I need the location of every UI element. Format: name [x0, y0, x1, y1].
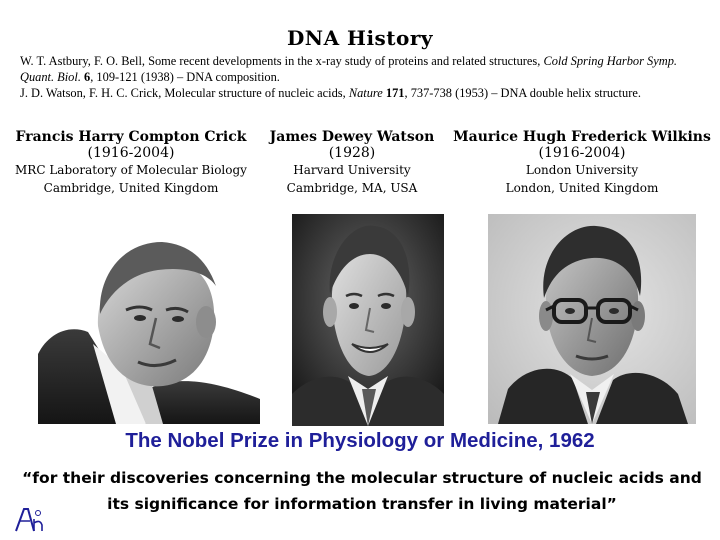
logo-icon: [14, 505, 44, 533]
scientist-wilkins: [446, 129, 718, 197]
scientist-years: (1916-2004): [87, 145, 175, 161]
scientist-institution: London University: [525, 163, 639, 177]
reference-1-rest: , 109-121 (1938) – DNA composition.: [90, 70, 280, 84]
references: [20, 53, 700, 101]
reference-2-rest: , 737-738 (1953) – DNA double helix structure.: [404, 86, 641, 100]
scientist-location: London, United Kingdom: [505, 181, 659, 195]
reference-2-volume: 171: [385, 86, 405, 100]
crick-portrait: [38, 214, 260, 424]
reference-1: [20, 53, 700, 85]
nobel-heading: The Nobel Prize in Physiology or Medicine, 1962: [125, 429, 595, 452]
nobel-citation: “for their discoveries concerning the molecular structure of nucleic acids and its significance for information transfer in living material”: [22, 469, 702, 513]
reference-2-journal: Nature: [348, 86, 383, 100]
reference-2: [20, 85, 700, 101]
scientist-years: (1916-2004): [538, 145, 626, 161]
scientist-crick: [4, 129, 258, 197]
scientist-name: James Dewey Watson: [269, 129, 435, 145]
scientist-watson: [262, 129, 442, 197]
scientist-institution: MRC Laboratory of Molecular Biology: [15, 163, 247, 177]
scientist-location: Cambridge, MA, USA: [286, 181, 418, 195]
reference-1-journal: Cold Spring Harbor Symp. Quant. Biol.: [20, 54, 677, 84]
scientist-name: Maurice Hugh Frederick Wilkins: [453, 129, 711, 145]
reference-1-authors: W. T. Astbury, F. O. Bell, Some recent developments in the x-ray study of proteins and related structures,: [20, 54, 544, 68]
reference-2-authors: J. D. Watson, F. H. C. Crick, Molecular structure of nucleic acids,: [20, 86, 349, 100]
scientists: [0, 129, 720, 209]
scientist-name: Francis Harry Compton Crick: [15, 129, 247, 145]
page-title: DNA History: [286, 26, 434, 50]
reference-1-volume: 6: [84, 70, 91, 84]
watson-portrait: [292, 214, 444, 426]
scientist-location: Cambridge, United Kingdom: [43, 181, 219, 195]
scientist-institution: Harvard University: [293, 163, 411, 177]
scientist-years: (1928): [328, 145, 376, 161]
wilkins-portrait: [488, 214, 696, 424]
